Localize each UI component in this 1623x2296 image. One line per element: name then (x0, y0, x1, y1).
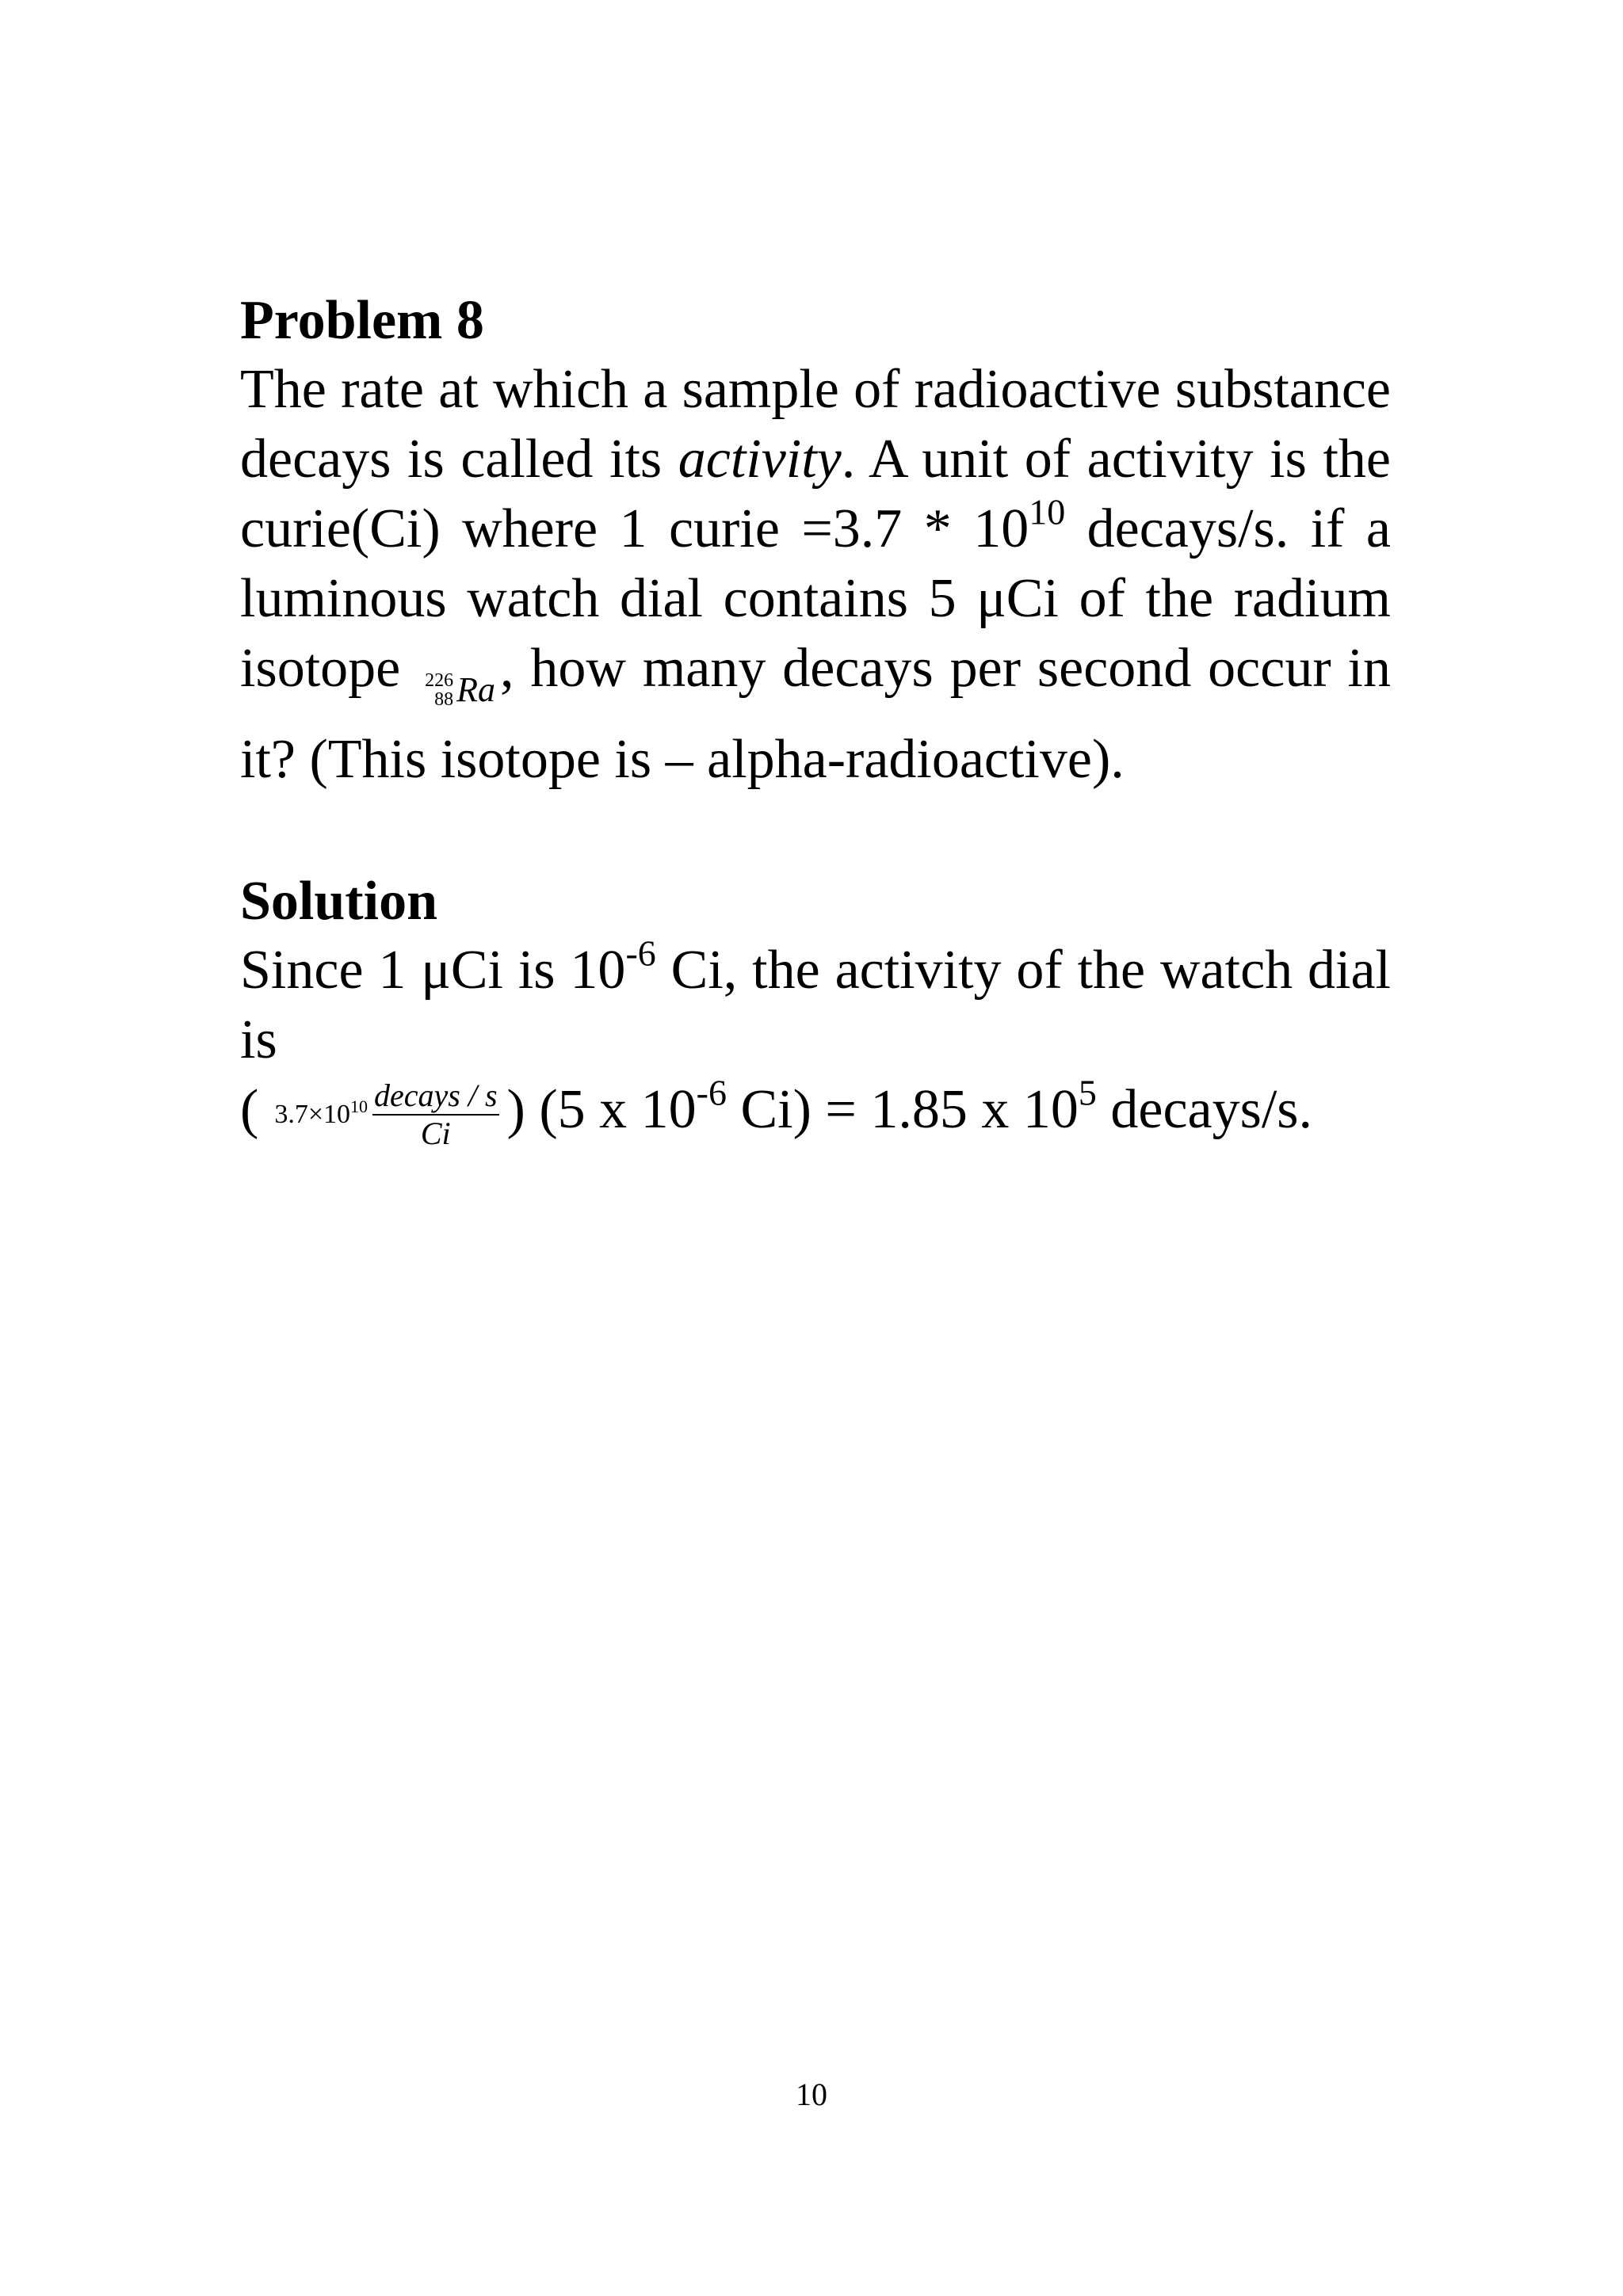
eq-middle-2: Ci) = 1.85 x 10 (726, 1079, 1079, 1140)
nuclide-mass-number: 226 (425, 670, 454, 691)
curie-exponent: 10 (1029, 491, 1066, 532)
solution-text-part1: Since 1 μCi is 10 (240, 940, 626, 1001)
activity-term: activity (678, 429, 842, 490)
nuclide-symbol: Ra (456, 670, 495, 709)
problem-text-part2: . A unit of activity is the curie(Ci) where 1 curie =3.7 * 10 (240, 429, 1391, 559)
problem-text-part4: , how many decays per second occur in it? (This isotope is – alpha-radioactive). (240, 638, 1391, 790)
section-gap (240, 795, 1391, 868)
nuclide-atomic-number: 88 (434, 689, 454, 710)
problem-text-part3: decays/s. if a luminous watch dial contains 5 μCi of the radium isotope (240, 498, 1391, 699)
problem-heading: Problem 8 (240, 290, 484, 351)
eq-result-exponent: 5 (1078, 1072, 1097, 1113)
page-content (240, 287, 1391, 1152)
eq-coefficient (274, 1096, 368, 1129)
eq-middle-exponent: -6 (696, 1072, 727, 1113)
solution-text-part2: Ci, the activity of the watch dial is (240, 940, 1391, 1070)
radium-nuclide (425, 655, 495, 725)
nuclide-numbers (425, 671, 453, 709)
micro-exponent: -6 (625, 933, 656, 974)
solution-text (240, 933, 1391, 1152)
eq-coefficient-exponent: 10 (350, 1096, 368, 1116)
problem-text-part1: The rate at which a sample of radioactive substance decays is called its (240, 359, 1391, 490)
eq-fraction-numerator: decays / s (372, 1077, 499, 1116)
solution-heading: Solution (240, 871, 437, 932)
eq-middle: ) (5 x 10 (506, 1079, 697, 1140)
page-number: 10 (796, 2077, 827, 2112)
eq-coefficient-base: 3.7×10 (274, 1099, 350, 1129)
eq-open-paren: ( (240, 1079, 259, 1140)
eq-end: decays/s. (1096, 1079, 1313, 1140)
eq-fraction-denominator: Ci (420, 1115, 451, 1151)
eq-fraction (372, 1077, 499, 1152)
problem-text (240, 355, 1391, 795)
